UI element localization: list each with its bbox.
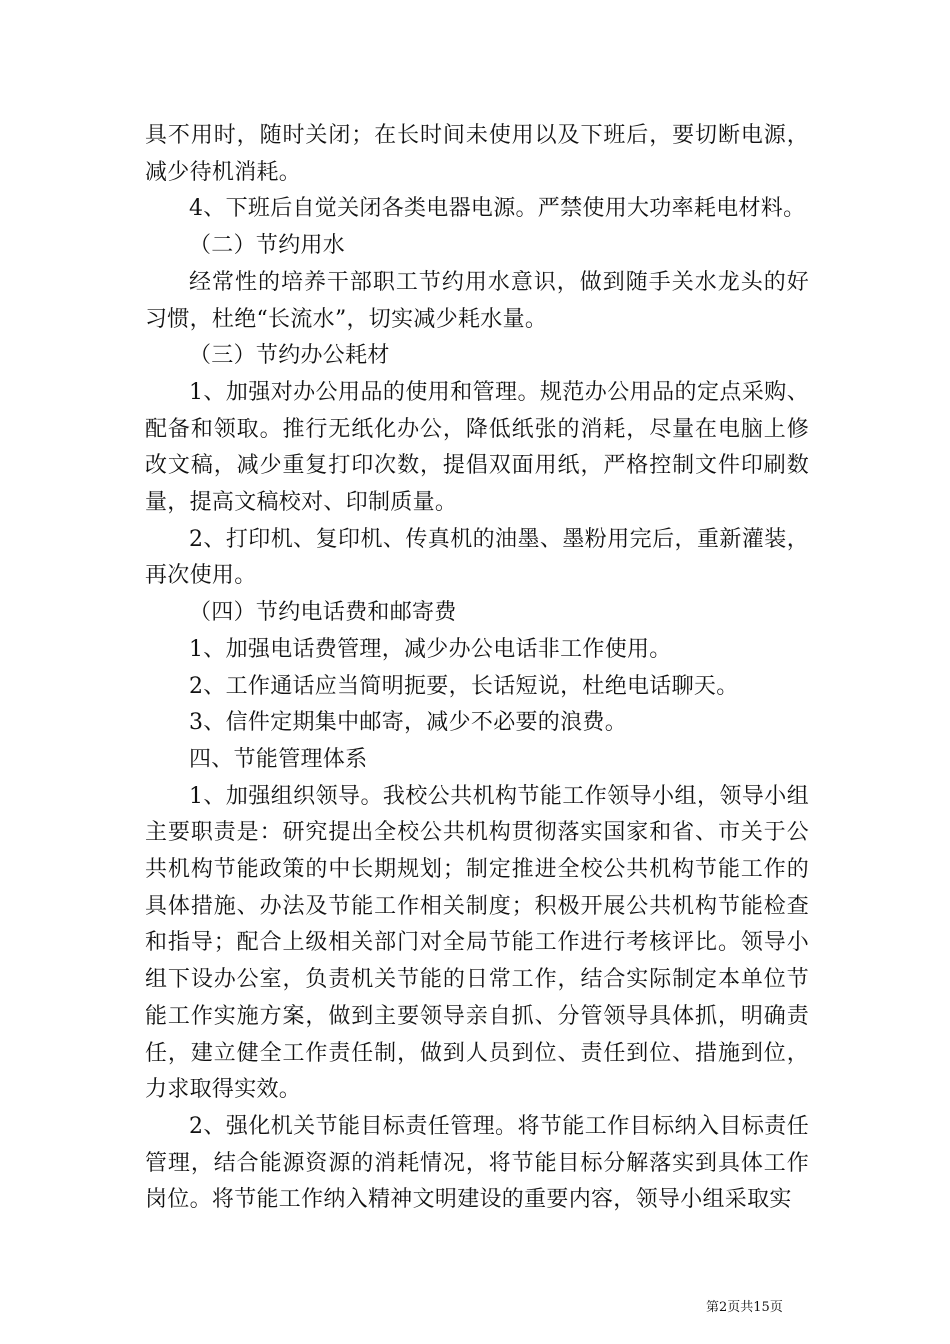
page-number: 第2页共15页 bbox=[706, 1300, 783, 1315]
paragraph-supplies-2: 2、打印机、复印机、传真机的油墨、墨粉用完后，重新灌装，再次使用。 bbox=[145, 526, 809, 589]
paragraph-phone-1: 1、加强电话费管理，减少办公电话非工作使用。 bbox=[189, 636, 672, 662]
document-body bbox=[145, 118, 809, 1219]
paragraph-phone-2: 2、工作通话应当简明扼要，长话短说，杜绝电话聊天。 bbox=[189, 673, 739, 699]
paragraph-continuation: 具不用时，随时关闭；在长时间未使用以及下班后，要切断电源，减少待机消耗。 bbox=[145, 123, 809, 185]
paragraph-supplies-1: 1、加强对办公用品的使用和管理。规范办公用品的定点采购、配备和领取。推行无纸化办公，降低纸张的消耗，尽量在电脑上修改文稿，减少重复打印次数，提倡双面用纸，严格控制文件印刷数量，提高文稿校对、印制质量。 bbox=[145, 379, 809, 516]
section-heading-phone-postage: （四）节约电话费和邮寄费 bbox=[189, 600, 457, 626]
paragraph-water: 经常性的培养干部职工节约用水意识，做到随手关水龙头的好习惯，杜绝“长流水”，切实减少耗水量。 bbox=[145, 269, 809, 332]
section-heading-water: （二）节约用水 bbox=[189, 233, 346, 259]
section-heading-supplies: （三）节约办公耗材 bbox=[189, 343, 390, 369]
section-heading-management: 四、节能管理体系 bbox=[189, 746, 368, 772]
paragraph-management-1: 1、加强组织领导。我校公共机构节能工作领导小组，领导小组主要职责是：研究提出全校公共机构贯彻落实国家和省、市关于公共机构节能政策的中长期规划；制定推进全校公共机构节能工作的具体措施、办法及节能工作相关制度；积极开展公共机构节能检查和指导；配合上级相关部门对全局节能工作进行考核评比。领导小组下设办公室，负责机关节能的日常工作，结合实际制定本单位节能工作实施方案，做到主要领导亲自抓、分管领导具体抓，明确责任，建立健全工作责任制，做到人员到位、责任到位、措施到位，力求取得实效。 bbox=[145, 783, 809, 1103]
paragraph-item-4: 4、下班后自觉关闭各类电器电源。严禁使用大功率耗电材料。 bbox=[189, 196, 806, 222]
paragraph-management-2: 2、强化机关节能目标责任管理。将节能工作目标纳入目标责任管理，结合能源资源的消耗情况，将节能目标分解落实到具体工作岗位。将节能工作纳入精神文明建设的重要内容，领导小组采取实 bbox=[145, 1113, 809, 1213]
paragraph-phone-3: 3、信件定期集中邮寄，减少不必要的浪费。 bbox=[189, 710, 627, 736]
